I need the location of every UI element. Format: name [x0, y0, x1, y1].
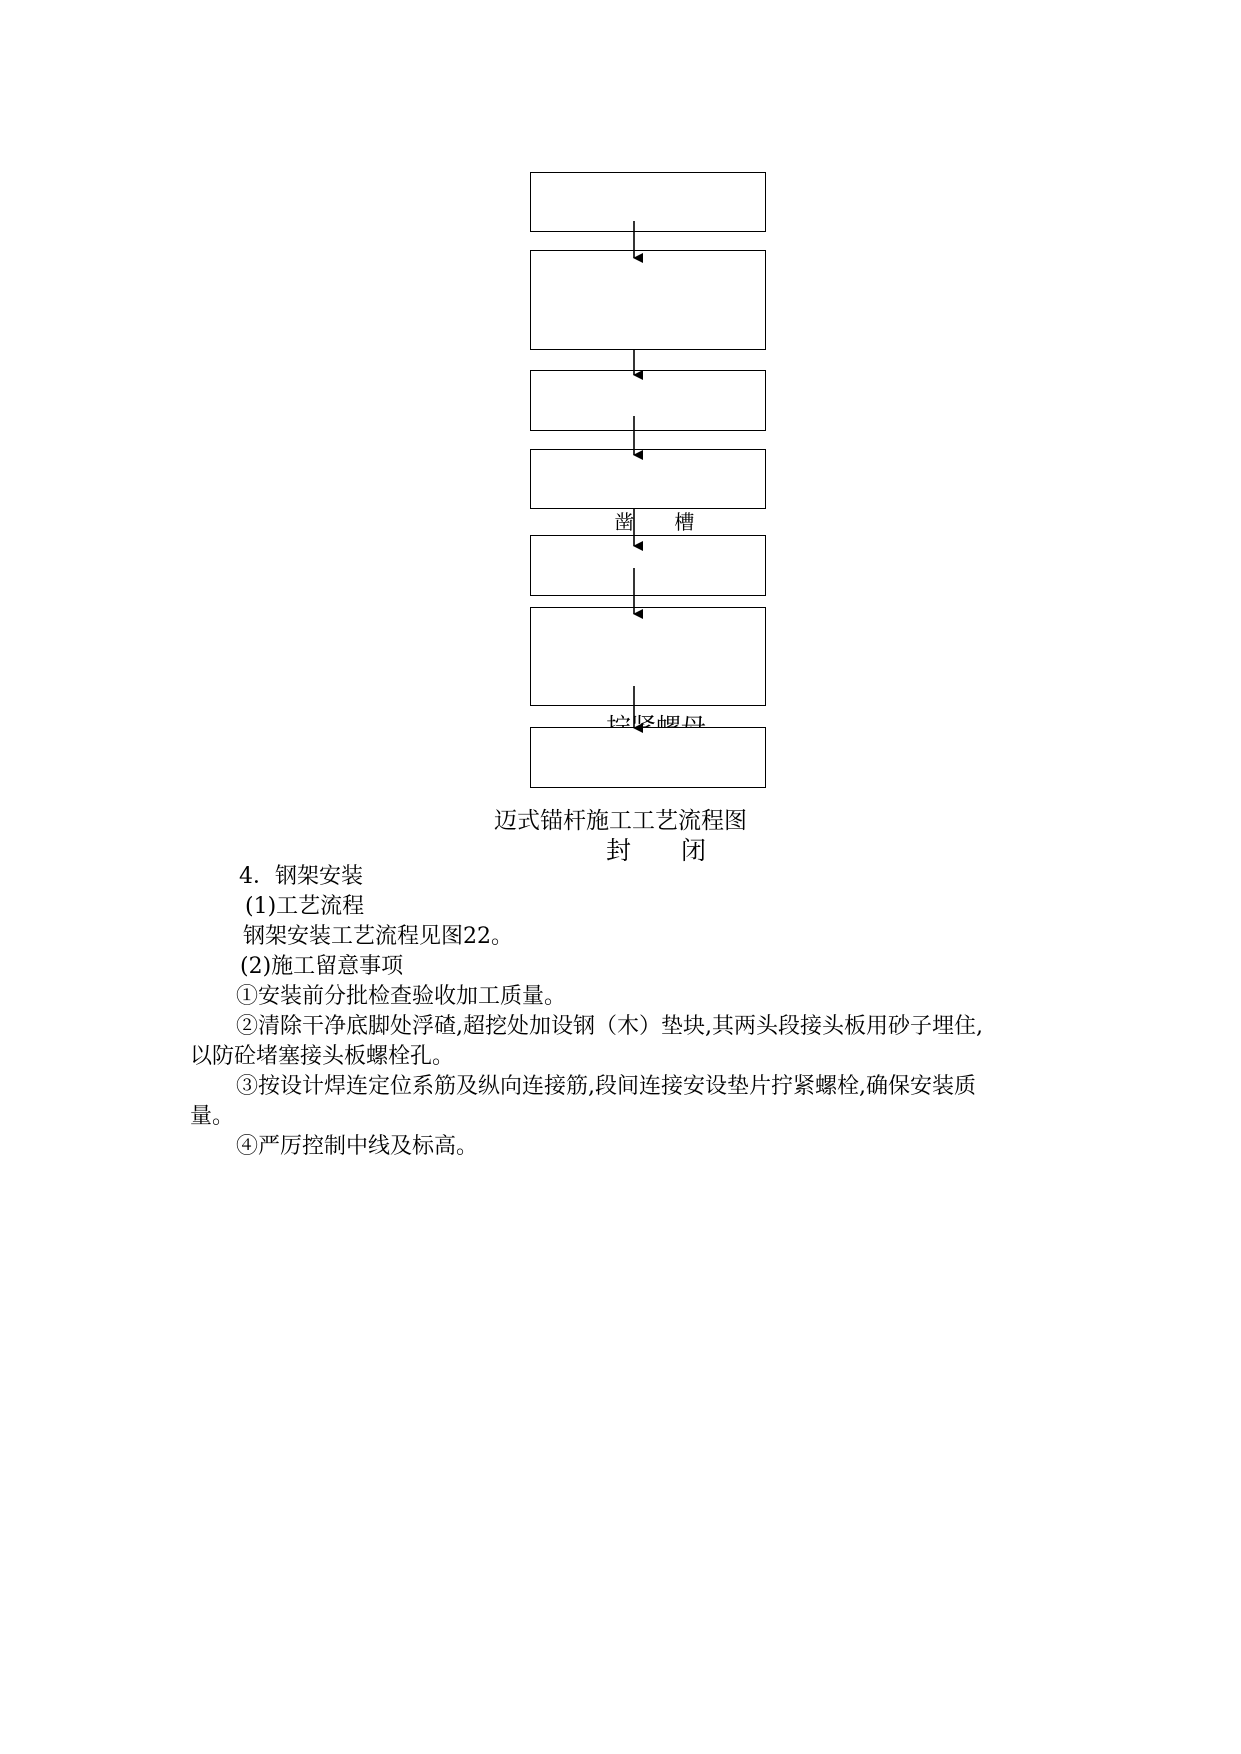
list-item: ①安装前分批检查验收加工质量。 [236, 984, 567, 1009]
flow-step-grooving [530, 449, 766, 534]
section-heading: 4．钢架安装 [239, 864, 363, 889]
paragraph: 钢架安装工艺流程见图22。 [243, 924, 513, 949]
subsection-heading: (2)施工留意事项 [240, 954, 404, 979]
flow-step-seal-hole [530, 250, 766, 350]
flow-step-install-plate-nut [530, 535, 766, 596]
flow-step-grouting [530, 370, 766, 431]
subsection-heading: (1)工艺流程 [245, 894, 365, 919]
list-item: ②清除干净底脚处浮碴,超挖处加设钢（木）垫块,其两头段接头板用砂子埋住, [236, 1014, 983, 1039]
list-item-continuation: 量。 [190, 1104, 235, 1129]
flow-step-label: 封 闭 [605, 836, 706, 865]
flow-step-label: 凿 槽 [614, 510, 695, 534]
flow-step-drill-anchor [530, 172, 766, 232]
list-item: ④严厉控制中线及标高。 [236, 1134, 479, 1159]
flow-step-tighten-nut [530, 607, 766, 706]
flowchart-caption: 迈式锚杆施工工艺流程图 [494, 808, 747, 834]
list-item: ③按设计焊连定位系筋及纵向连接筋,段间连接安设垫片拧紧螺栓,确保安装质 [236, 1074, 976, 1099]
list-item-continuation: 以防砼堵塞接头板螺栓孔。 [190, 1044, 455, 1069]
